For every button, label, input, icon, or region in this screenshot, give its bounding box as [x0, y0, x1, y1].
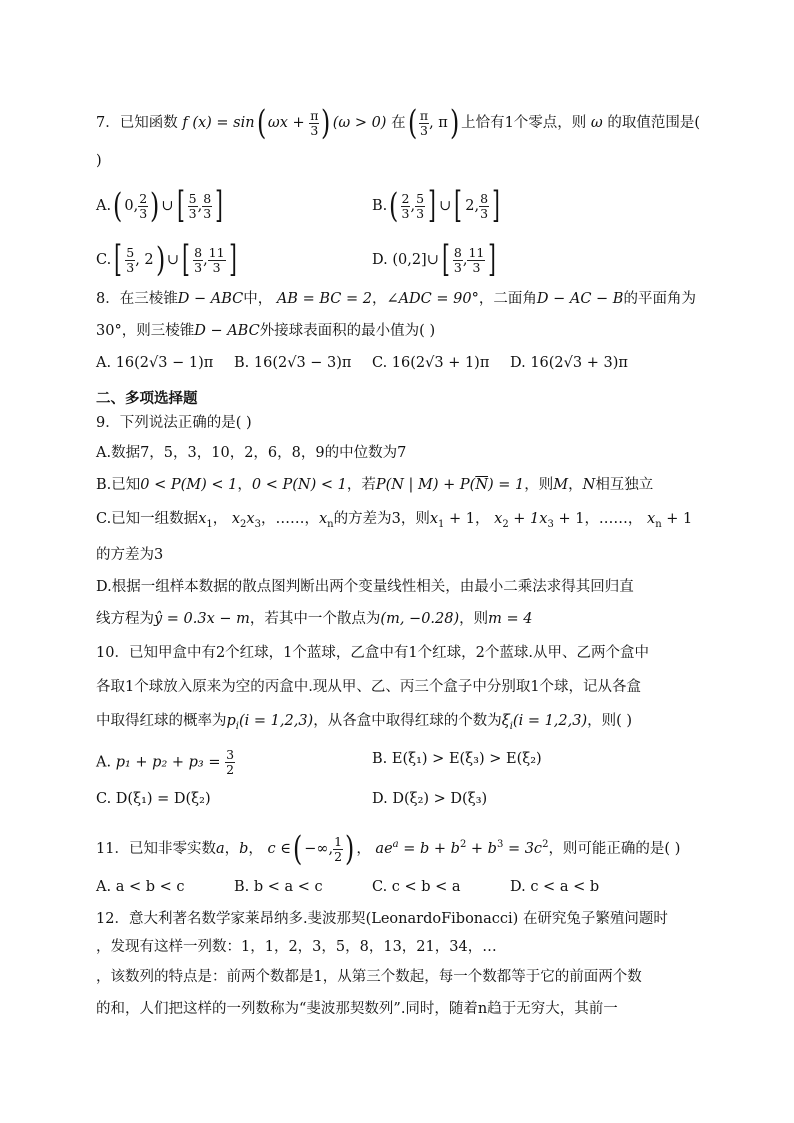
q12-line1: 12．意大利著名数学家莱昂纳多.斐波那契(LeonardoFibonacci) 在研究兔子繁殖问题时: [96, 911, 668, 927]
q10-option-b[interactable]: B. E(ξ₁) > E(ξ₃) > E(ξ₂): [372, 751, 542, 767]
q9-stem: 9．下列说法正确的是( ): [96, 415, 252, 431]
q9-option-c[interactable]: C.已知一组数据$x_1$， $x_2x_3$，……，$x_n$的方差为3，则$x_1 + 1$， $x_2 + 1x_3 + 1$，……， $x_n + 1$: [96, 511, 693, 530]
q11-option-a[interactable]: A. a < b < c: [96, 879, 185, 895]
q11-option-b[interactable]: B. b < a < c: [234, 879, 323, 895]
q10-stem-line1: 10．已知甲盒中有2个红球，1个蓝球，乙盒中有1个红球，2个蓝球.从甲、乙两个盒中: [96, 645, 649, 661]
q11-option-c[interactable]: C. c < b < a: [372, 879, 461, 895]
q7-option-c[interactable]: C.[ $\frac{5}{3}$ , 2) ∪[ $\frac{8}{3}$ , $\frac{11}{3}$ ]: [96, 239, 237, 280]
q7-option-b[interactable]: B.( $\frac{2}{3}$ , $\frac{5}{3}$ ] ∪[ 2, $\frac{8}{3}$ ]: [372, 185, 500, 226]
q10-stem-line3: 中取得红球的概率为$p_i(i = 1,2,3)$，从各盒中取得红球的个数为$\xi_i(i = 1,2,3)$，则( ): [96, 713, 633, 732]
q8-stem-line1: 8．在三棱锥D − ABC中， AB = BC = 2，∠ADC = 90°，二面角D − AC − B的平面角为: [96, 291, 696, 307]
q9-option-b[interactable]: B.已知0 < P(M) < 1，0 < P(N) < 1，若P(N | $M) + P(\overline{N}) = 1$，则M，N相互独立: [96, 477, 654, 493]
pi-over-3: $\frac{\pi}{3}$: [310, 107, 319, 138]
q8-stem-line2: 30°，则三棱锥D − ABC外接球表面积的最小值为( ): [96, 323, 436, 339]
q9-option-d-line1[interactable]: D.根据一组样本数据的散点图判断出两个变量线性相关，由最小二乘法求得其回归直: [96, 579, 634, 595]
q12-line3: ，该数列的特点是：前两个数都是1，从第三个数起，每一个数都等于它的前面两个数: [96, 969, 642, 985]
q8-option-c[interactable]: C. 16(2√3 + 1)π: [372, 355, 490, 371]
q7-close: ): [96, 153, 102, 169]
q10-stem-line2: 各取1个球放入原来为空的丙盒中.现从甲、乙、丙三个盒子中分别取1个球，记从各盒: [96, 679, 642, 695]
q9-option-c-line2: 的方差为3: [96, 547, 164, 563]
q10-option-a[interactable]: A. p₁ + p₂ + p₃ = $\frac{3}{2}$: [96, 747, 235, 777]
q11-option-d[interactable]: D. c < a < b: [510, 879, 600, 895]
section-heading: 二、多项选择题: [96, 391, 198, 407]
q7-stem: 7．已知函数 f (x) = sin( ωx + $\frac{\pi}{3}$ ) (ω > 0) 在( $\frac{\pi}{3}$ , π) 上恰有1个零点，则 ω 的取值范围是(: [96, 103, 701, 143]
q10-option-c[interactable]: C. D(ξ₁) = D(ξ₂): [96, 791, 211, 807]
q10-option-d[interactable]: D. D(ξ₂) > D(ξ₃): [372, 791, 488, 807]
q9-option-a[interactable]: A.数据7，5，3，10，2，6，8，9的中位数为7: [96, 445, 407, 461]
q9-option-d-line2: 线方程为ŷ = 0.3x − m，若其中一个散点为(m, −0.28)，则m = 4: [96, 611, 533, 627]
q8-option-d[interactable]: D. 16(2√3 + 3)π: [510, 355, 628, 371]
q7-option-a[interactable]: A.( 0, $\frac{2}{3}$ ) ∪[ $\frac{5}{3}$ , $\frac{8}{3}$ ]: [96, 185, 224, 226]
q7-option-d[interactable]: D. (0,2]∪[ $\frac{8}{3}$ , $\frac{11}{3}$ ]: [372, 239, 497, 280]
q12-line4: 的和，人们把这样的一列数称为“斐波那契数列”.同时，随着n趋于无穷大，其前一: [96, 1001, 618, 1017]
q8-option-b[interactable]: B. 16(2√3 − 3)π: [234, 355, 352, 371]
q12-line2: ，发现有这样一列数：1，1，2，3，5，8，13，21，34，…: [96, 939, 497, 955]
q11-stem: 11．已知非零实数a，b， c ∈( −∞, $\frac{1}{2}$ ) ， $ae^a = b + b^2 + b^3 = 3c^2$，则可能正确的是( ): [96, 829, 681, 869]
q8-option-a[interactable]: A. 16(2√3 − 1)π: [96, 355, 214, 371]
